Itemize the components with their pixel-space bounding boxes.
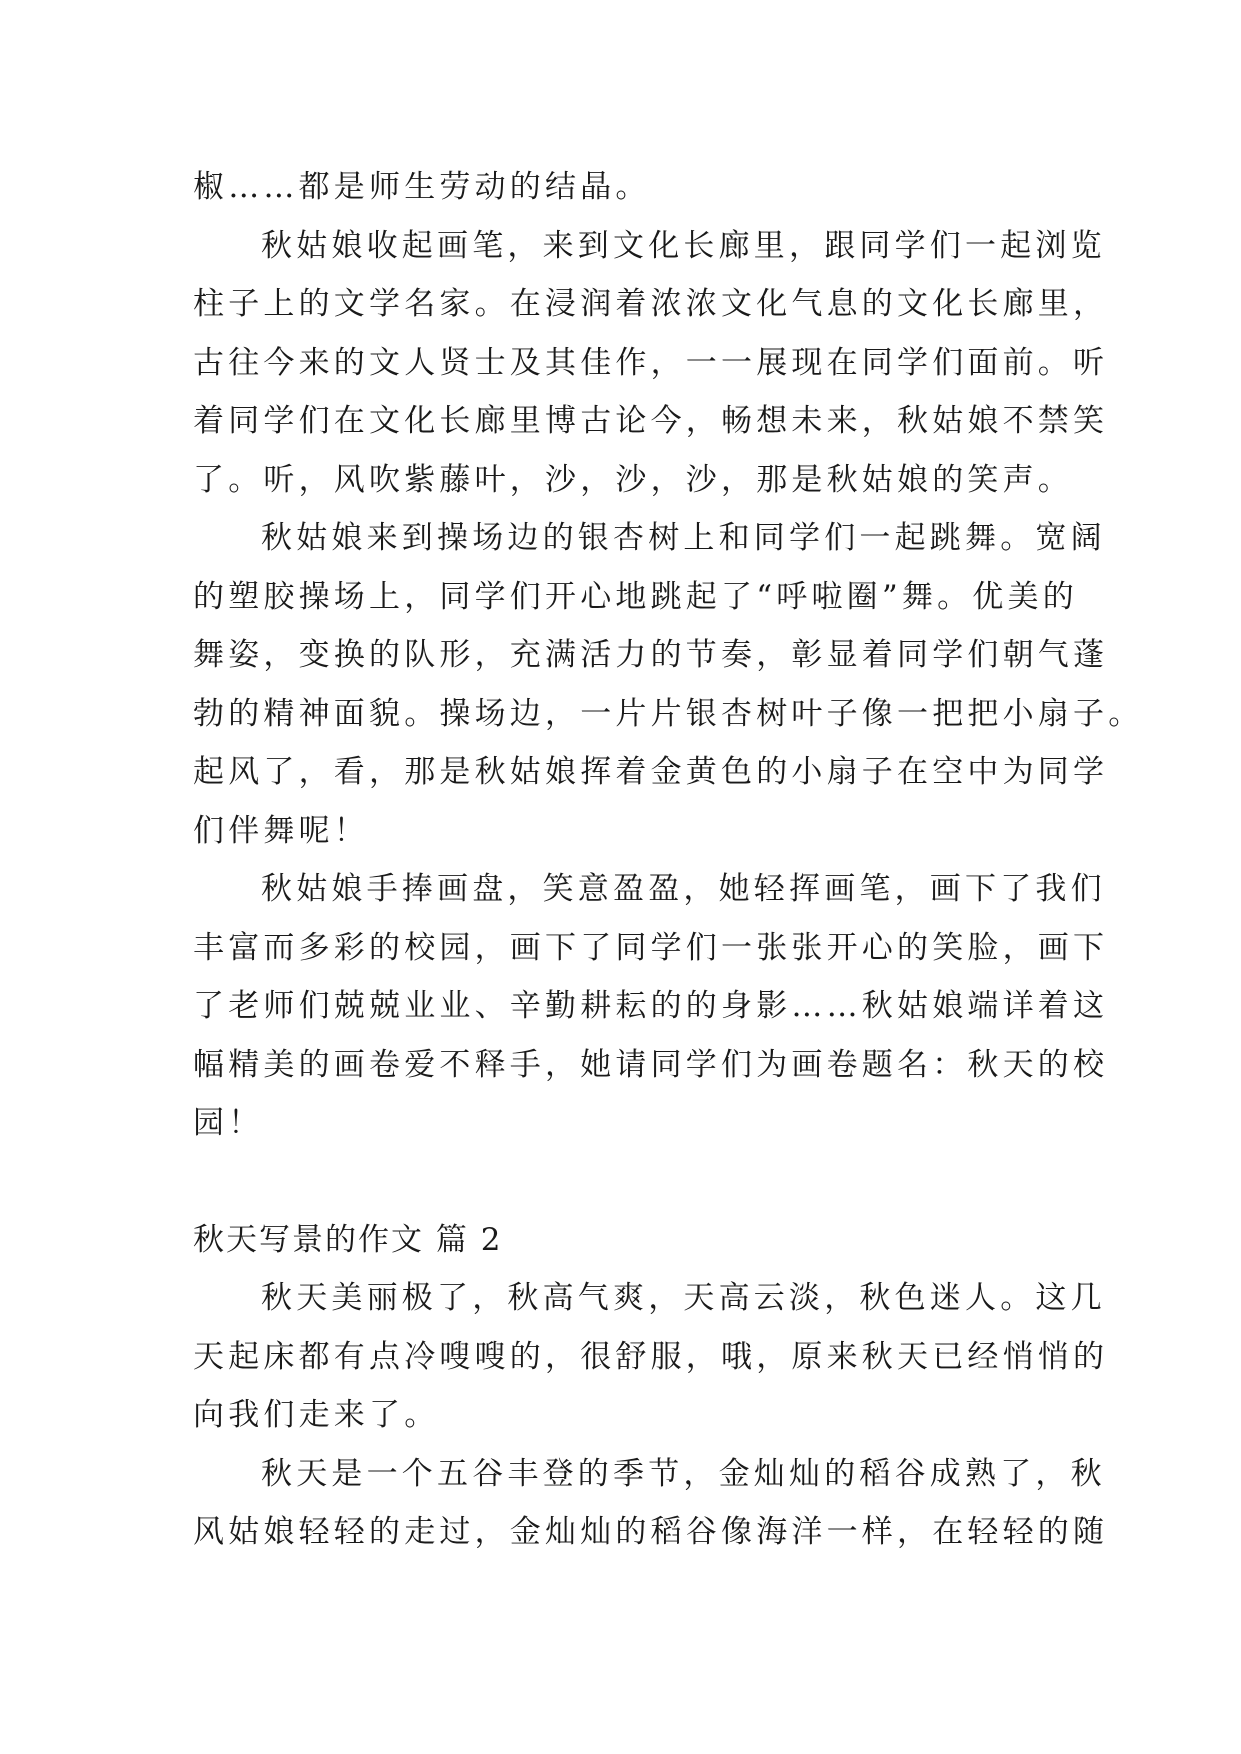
text-line: 天起床都有点冷嗖嗖的，很舒服，哦，原来秋天已经悄悄的 xyxy=(193,1338,1109,1375)
essay-section-2 xyxy=(193,1269,1109,1562)
essay-section-1 xyxy=(193,158,1144,1153)
text-line: 古往今来的文人贤士及其佳作，一一展现在同学们面前。听 xyxy=(193,344,1109,381)
text-line: 起风了，看，那是秋姑娘挥着金黄色的小扇子在空中为同学 xyxy=(193,754,1109,790)
text-line: 秋姑娘收起画笔，来到文化长廊里，跟同学们一起浏览 xyxy=(261,227,1106,264)
text-line: 们伴舞呢！ xyxy=(193,812,369,849)
text-line: 向我们走来了。 xyxy=(193,1397,440,1433)
text-line: 秋姑娘手捧画盘，笑意盈盈，她轻挥画笔，画下了我们 xyxy=(261,871,1106,907)
document-page xyxy=(193,158,1144,1562)
text-line: 风姑娘轻轻的走过，金灿灿的稻谷像海洋一样，在轻轻的随 xyxy=(193,1514,1109,1550)
text-line: 椒……都是师生劳动的结晶。 xyxy=(193,169,651,205)
text-line: 舞姿，变换的队形，充满活力的节奏，彰显着同学们朝气蓬 xyxy=(193,637,1109,673)
text-line: 柱子上的文学名家。在浸润着浓浓文化气息的文化长廊里， xyxy=(193,286,1109,322)
text-line: 着同学们在文化长廊里博古论今，畅想未来，秋姑娘不禁笑 xyxy=(193,403,1109,439)
text-line: 勃的精神面貌。操场边，一片片银杏树叶子像一把把小扇子。 xyxy=(193,695,1144,732)
text-line: 了。听，风吹紫藤叶，沙，沙，沙，那是秋姑娘的笑声。 xyxy=(193,461,1073,498)
text-line: 秋天美丽极了，秋高气爽，天高云淡，秋色迷人。这几 xyxy=(261,1280,1106,1316)
text-line: 幅精美的画卷爱不释手，她请同学们为画卷题名：秋天的校 xyxy=(193,1046,1109,1083)
text-line: 了老师们兢兢业业、辛勤耕耘的的身影……秋姑娘端详着这 xyxy=(193,988,1109,1024)
text-line: 丰富而多彩的校园，画下了同学们一张张开心的笑脸，画下 xyxy=(193,929,1109,966)
text-line: 秋姑娘来到操场边的银杏树上和同学们一起跳舞。宽阔 xyxy=(261,520,1106,556)
text-line: 秋天是一个五谷丰登的季节，金灿灿的稻谷成熟了，秋 xyxy=(261,1455,1106,1492)
text-line: 园！ xyxy=(193,1105,264,1141)
text-line: 的塑胶操场上，同学们开心地跳起了“呼啦圈”舞。优美的 xyxy=(193,578,1078,615)
section-spacer xyxy=(193,1153,1063,1211)
section-heading: 秋天写景的作文 篇 2 xyxy=(193,1221,503,1258)
